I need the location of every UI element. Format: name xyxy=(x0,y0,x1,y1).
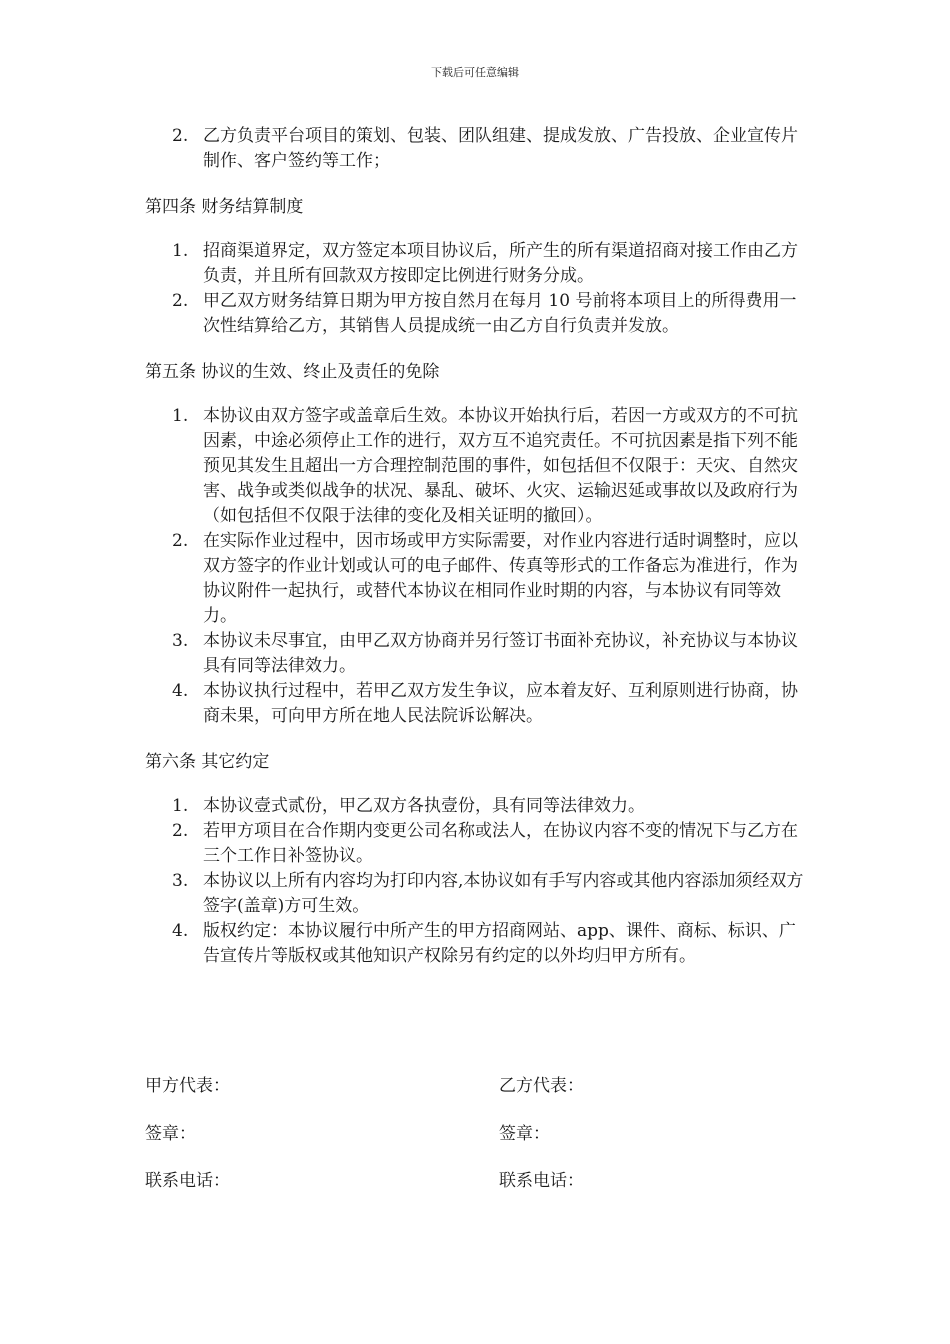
list-number: 2. xyxy=(172,126,189,146)
document-body xyxy=(145,124,810,969)
list-number: 4. xyxy=(172,681,189,701)
list-number: 2. xyxy=(172,821,189,841)
signature-row-seal xyxy=(145,1122,810,1147)
list-text: 本协议壹式贰份，甲乙双方各执壹份，具有同等法律效力。 xyxy=(203,796,645,816)
list-text: 本协议以上所有内容均为打印内容,本协议如有手写内容或其他内容添加须经双方签字(盖章)方可生效。 xyxy=(203,871,804,916)
signature-row-representative xyxy=(145,1074,810,1099)
section-title-article-5: 第五条 协议的生效、终止及责任的免除 xyxy=(145,362,440,382)
list-item xyxy=(145,529,810,629)
list-item xyxy=(145,869,810,919)
party-a-representative-label: 甲方代表： xyxy=(145,1076,230,1096)
list-number: 1. xyxy=(172,796,189,816)
section-title-article-6: 第六条 其它约定 xyxy=(145,752,270,772)
list-text: 本协议由双方签字或盖章后生效。本协议开始执行后，若因一方或双方的不可抗因素，中途必须停止工作的进行，双方互不追究责任。不可抗因素是指下列不能预见其发生且超出一方合理控制范围的事件，如包括但不仅限于：天灾、自然灾害、战争或类似战争的状况、暴乱、破坏、火灾、运输迟延或事故以及政府行为（如包括但不仅限于法律的变化及相关证明的撤回）。 xyxy=(203,406,798,526)
list-item xyxy=(145,794,810,819)
party-b-seal-label: 签章： xyxy=(499,1124,550,1144)
list-text: 本协议执行过程中，若甲乙双方发生争议，应本着友好、互利原则进行协商，协商未果，可向甲方所在地人民法院诉讼解决。 xyxy=(203,681,798,726)
list-number: 1. xyxy=(172,406,189,426)
list-item xyxy=(145,819,810,869)
list-text: 在实际作业过程中，因市场或甲方实际需要，对作业内容进行适时调整时，应以双方签字的作业计划或认可的电子邮件、传真等形式的工作备忘为准进行，作为协议附件一起执行，或替代本协议在相同作业时期的内容，与本协议有同等效力。 xyxy=(203,531,798,626)
list-item xyxy=(145,239,810,289)
list-text: 本协议未尽事宜，由甲乙双方协商并另行签订书面补充协议，补充协议与本协议具有同等法律效力。 xyxy=(203,631,798,676)
list-item xyxy=(145,679,810,729)
list-text: 招商渠道界定，双方签定本项目协议后，所产生的所有渠道招商对接工作由乙方负责，并且所有回款双方按即定比例进行财务分成。 xyxy=(203,241,798,286)
list-number: 2. xyxy=(172,531,189,551)
section-title-article-4: 第四条 财务结算制度 xyxy=(145,197,304,217)
party-a-phone-label: 联系电话： xyxy=(145,1171,230,1191)
page-header: 下载后可任意编辑 xyxy=(431,66,519,79)
list-item xyxy=(145,124,810,174)
list-text: 若甲方项目在合作期内变更公司名称或法人，在协议内容不变的情况下与乙方在三个工作日补签协议。 xyxy=(203,821,798,866)
signature-block xyxy=(145,1074,810,1194)
list-item xyxy=(145,919,810,969)
signature-row-phone xyxy=(145,1169,810,1194)
list-item xyxy=(145,629,810,679)
list-text: 版权约定：本协议履行中所产生的甲方招商网站、app、课件、商标、标识、广告宣传片等版权或其他知识产权除另有约定的以外均归甲方所有。 xyxy=(203,921,796,966)
list-item xyxy=(145,289,810,339)
list-text: 甲乙双方财务结算日期为甲方按自然月在每月 10 号前将本项目上的所得费用一次性结算给乙方，其销售人员提成统一由乙方自行负责并发放。 xyxy=(203,291,797,336)
list-number: 3. xyxy=(172,631,189,651)
list-number: 1. xyxy=(172,241,189,261)
party-b-representative-label: 乙方代表： xyxy=(499,1076,584,1096)
list-item xyxy=(145,404,810,529)
party-a-seal-label: 签章： xyxy=(145,1124,196,1144)
party-b-phone-label: 联系电话： xyxy=(499,1171,584,1191)
list-text: 乙方负责平台项目的策划、包装、团队组建、提成发放、广告投放、企业宣传片制作、客户签约等工作； xyxy=(203,126,798,171)
list-number: 4. xyxy=(172,921,189,941)
list-number: 3. xyxy=(172,871,189,891)
list-number: 2. xyxy=(172,291,189,311)
